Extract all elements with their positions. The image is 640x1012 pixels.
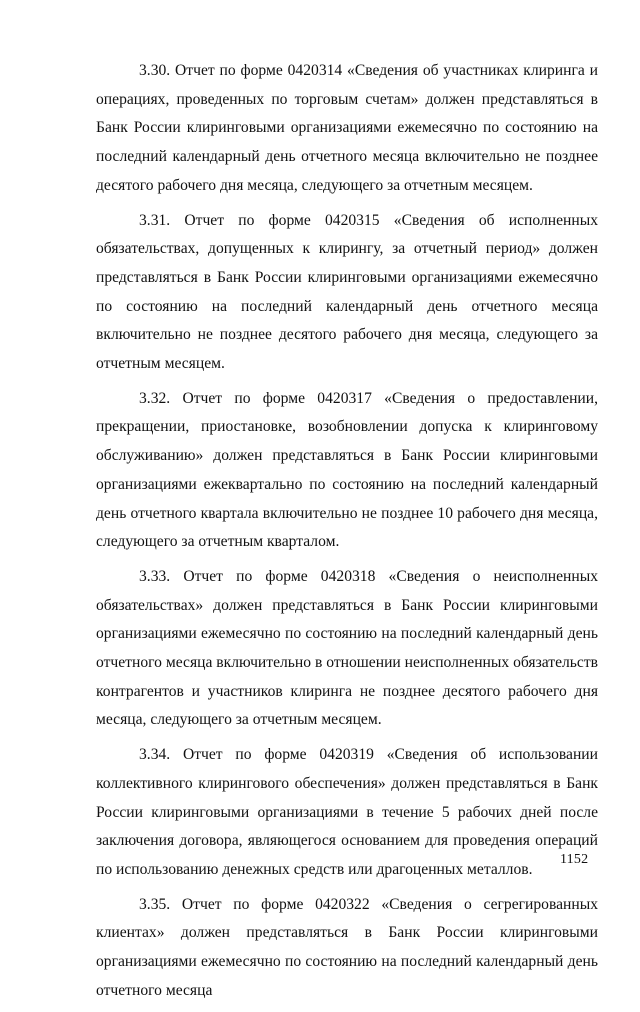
paragraph-3-33: 3.33. Отчет по форме 0420318 «Сведения о неисполненных обязательствах» должен представляться в Банк России клиринговыми организациями ежемесячно по состоянию на последний календарный день отчетного месяца включительно в отношении неисполненных обязательств контрагентов и участников клиринга не позднее десятого рабочего дня месяца, следующего за отчетным месяцем. [96,567,598,729]
paragraph-3-30: 3.30. Отчет по форме 0420314 «Сведения об участниках клиринга и операциях, проведенных по торговым счетам» должен представляться в Банк России клиринговыми организациями ежемесячно по состоянию на последний календарный день отчетного месяца включительно не позднее десятого рабочего дня месяца, следующего за отчетным месяцем. [96,62,598,194]
paragraph-3-32: 3.32. Отчет по форме 0420317 «Сведения о предоставлении, прекращении, приостановке, возобновлении допуска к клиринговому обслуживанию» должен представляться в Банк России клиринговыми организациями ежеквартально по состоянию на последний календарный день отчетного квартала включительно не позднее 10 рабочего дня месяца, следующего за отчетным кварталом. [96,389,598,551]
paragraph-3-34: 3.34. Отчет по форме 0420319 «Сведения об использовании коллективного клирингового обеспечения» должен представляться в Банк России клиринговыми организациями в течение 5 рабочих дней после заключения договора, являющегося основанием для проведения операций по использованию денежных средств или драгоценных металлов. [96,746,598,878]
document-body [96,57,598,1012]
paragraph-3-31: 3.31. Отчет по форме 0420315 «Сведения об исполненных обязательствах, допущенных к клирингу, за отчетный период» должен представляться в Банк России клиринговыми организациями ежемесячно по состоянию на последний календарный день отчетного месяца включительно не позднее десятого рабочего дня месяца, следующего за отчетным месяцем. [96,211,598,373]
paragraph-3-35: 3.35. Отчет по форме 0420322 «Сведения о сегрегированных клиентах» должен представляться в Банк России клиринговыми организациями ежемесячно по состоянию на последний календарный день отчетного месяца [96,895,598,999]
page-number: 1152 [560,852,589,867]
